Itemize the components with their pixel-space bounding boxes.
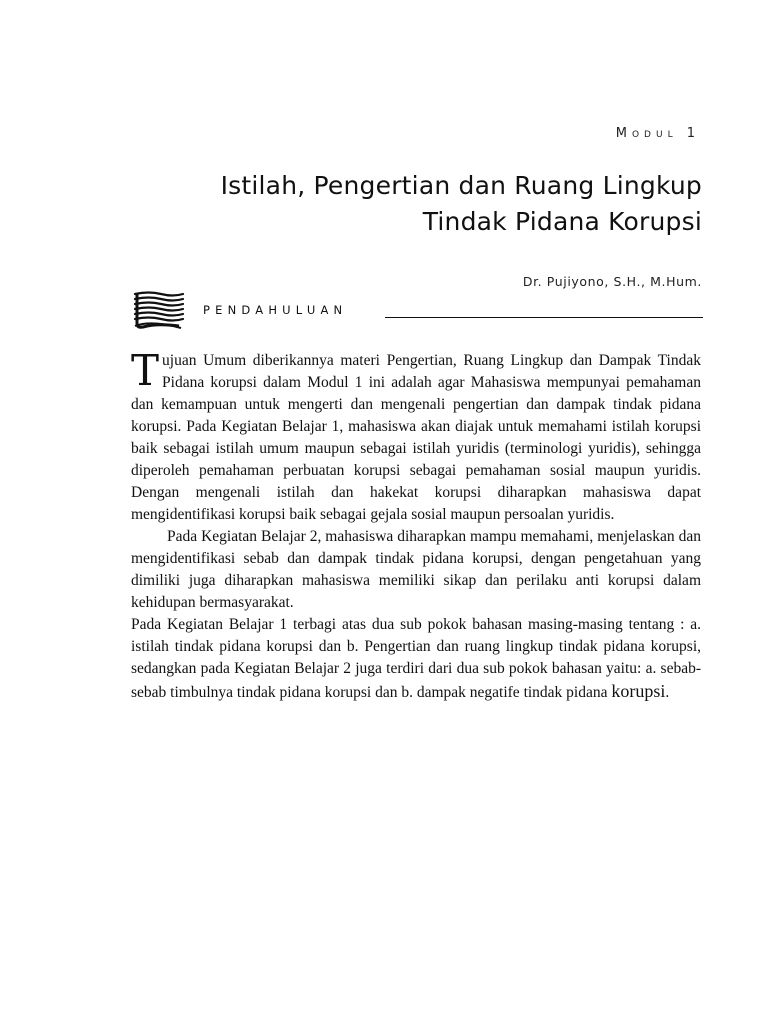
scroll-icon (131, 290, 185, 330)
paragraph-summary-text: Pada Kegiatan Belajar 1 terbagi atas dua sub pokok bahasan masing-masing tentang : a. istilah tindak pidana korupsi dan b. Pengertian dan ruang lingkup tindak pidana korupsi, sedangkan pada Kegiatan Belajar 2 juga terdiri dari dua sub pokok bahasan yaitu: a. sebab-sebab timbulnya tindak pidana korupsi dan b. dampak negatife tindak pidana (131, 616, 701, 701)
drop-cap: T (131, 346, 160, 395)
body-text (131, 346, 701, 704)
paragraph-intro (131, 346, 701, 526)
module-label: Modul 1 (615, 126, 700, 141)
section-header (131, 290, 703, 330)
paragraph-kegiatan-2: Pada Kegiatan Belajar 2, mahasiswa diharapkan mampu memahami, menjelaskan dan mengidentifikasi sebab dan dampak tindak pidana korupsi, dengan pengetahuan yang dimiliki juga diharapkan mahasiswa memiliki sikap dan perilaku anti korupsi dalam kehidupan bermasyarakat. (131, 528, 701, 611)
paragraph-summary-end: . (665, 684, 670, 701)
paragraph-intro-text: ujuan Umum diberikannya materi Pengertian, Ruang Lingkup dan Dampak Tindak Pidana korupsi dalam Modul 1 ini adalah agar Mahasiswa mempunyai pemahaman dan kemampuan untuk mengerti dan mengenali pengertian dan dampak tindak pidana korupsi. Pada Kegiatan Belajar 1, mahasiswa akan diajak untuk memahami istilah korupsi baik sebagai istilah umum maupun sebagai istilah yuridis (terminologi yuridis), sehingga diperoleh pemahaman perbuatan korupsi sebagai pemahaman sosial maupun yuridis. Dengan mengenali istilah dan hakekat korupsi diharapkan mahasiswa dapat mengidentifikasi korupsi baik sebagai gejala sosial maupun persoalan yuridis. (131, 352, 701, 523)
section-title: PENDAHULUAN (203, 303, 348, 317)
paragraph-summary-last-word: korupsi (611, 681, 666, 701)
section-divider (385, 317, 703, 318)
author-name: Dr. Pujiyono, S.H., M.Hum. (522, 274, 702, 289)
title-line-2: Tindak Pidana Korupsi (422, 207, 702, 236)
paragraph-summary (131, 614, 701, 704)
page-title (162, 168, 702, 240)
title-line-1: Istilah, Pengertian dan Ruang Lingkup (220, 171, 702, 200)
